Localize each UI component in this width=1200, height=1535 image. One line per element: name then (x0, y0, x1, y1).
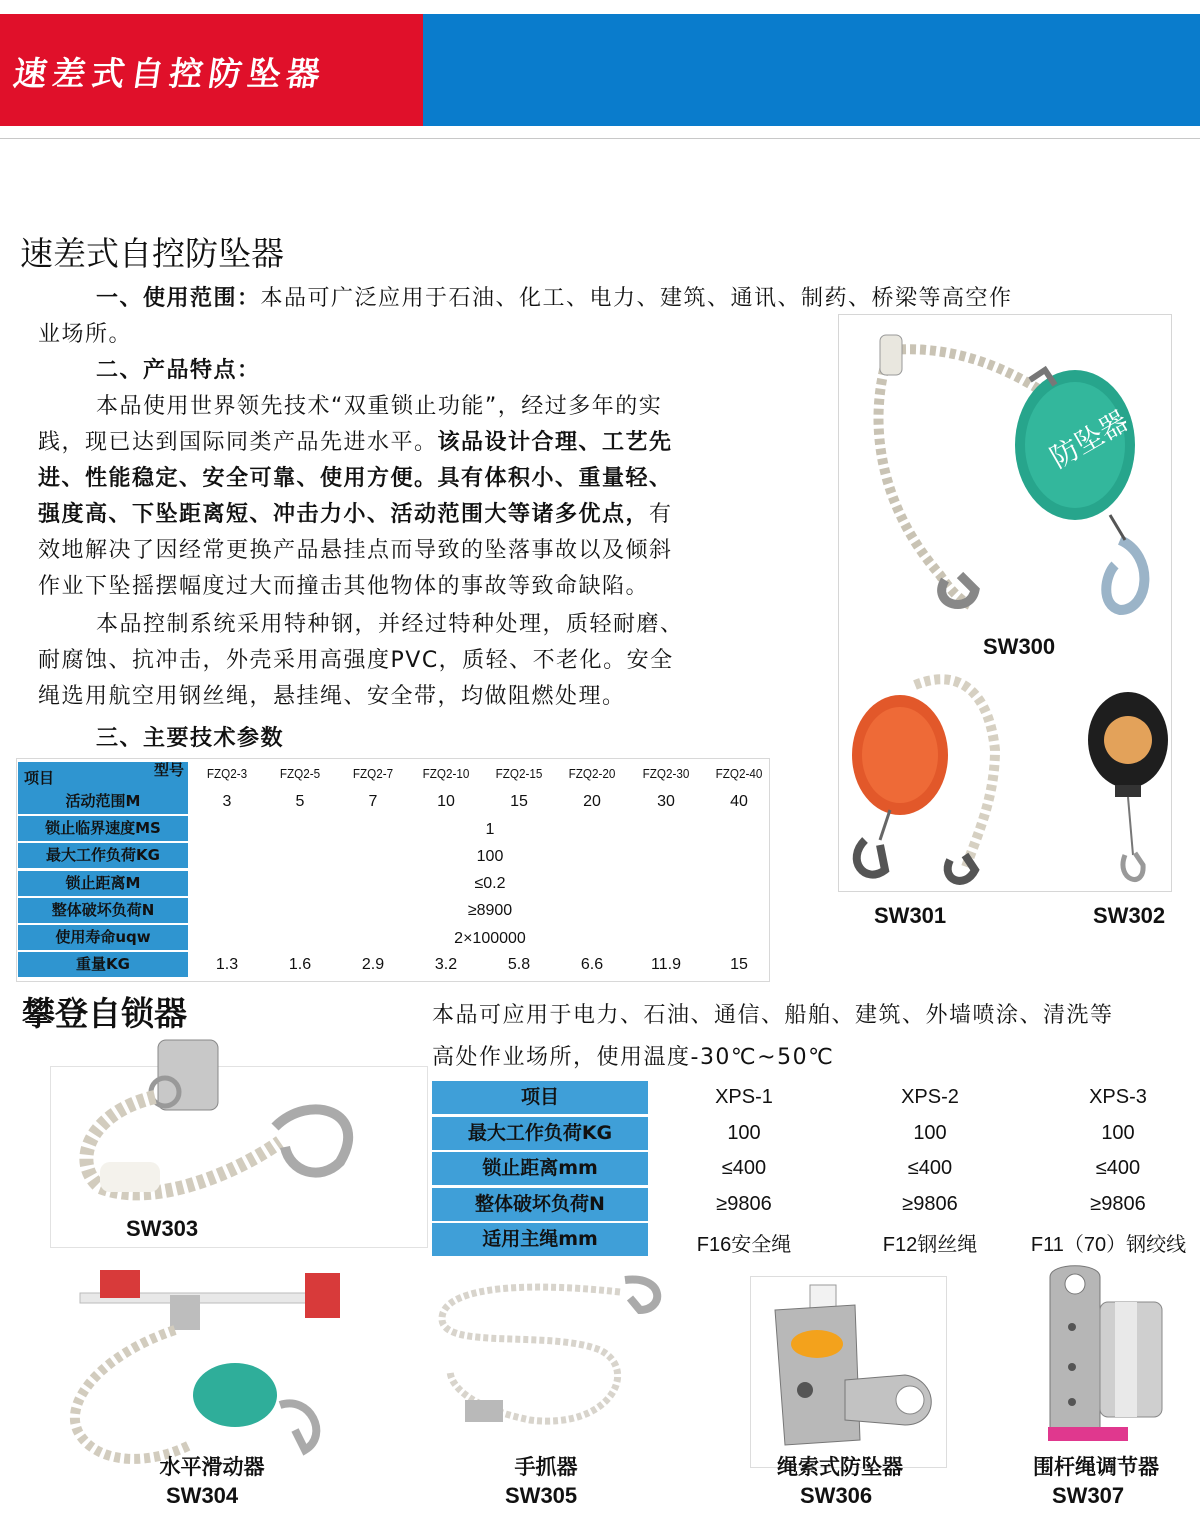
sw304-label: SW304 (166, 1483, 239, 1508)
table1-cell: 1.3 (215, 956, 239, 973)
paragraph-usage-line1 (96, 281, 1176, 318)
table1-row-label: 使用寿命uqw (18, 925, 188, 950)
table1-cell: 40 (730, 793, 748, 810)
table1-row-label: 锁止临界速度MS (18, 816, 188, 841)
table2-row-label: 整体破坏负荷N (432, 1188, 648, 1221)
table2-cell: ≤400 (721, 1157, 767, 1179)
table1-row-label: 重量KG (18, 952, 188, 977)
sw305-image (430, 1270, 670, 1450)
table1-row-label: 整体破坏负荷N (18, 898, 188, 923)
table1-cell: 5.8 (507, 956, 531, 973)
table2-cell: 100 (913, 1122, 947, 1144)
table1-model-header: FZQ2-20 (568, 766, 616, 781)
paragraph-usage-line2: 业场所。 (38, 322, 133, 347)
sw301-label: SW301 (874, 903, 947, 928)
table1-span-value: 100 (476, 848, 504, 865)
header-divider (0, 138, 1200, 139)
sw307-name: 围杆绳调节器 (1033, 1455, 1159, 1479)
table2-cell: F12钢丝绳 (882, 1234, 978, 1256)
sw305-name: 手抓器 (514, 1455, 578, 1479)
header-title: 速差式自控防坠器 (10, 54, 329, 93)
table1-corner-model: 型号 (153, 761, 184, 779)
table1-cell: 3 (222, 793, 232, 810)
table2-row-label: 锁止距离mm (432, 1152, 648, 1185)
table1-model-header: FZQ2-30 (642, 766, 690, 781)
features-line2-b: 该品设计合理、工艺先 (437, 430, 673, 455)
table1-corner-item: 项目 (24, 769, 55, 787)
table1-cell: 11.9 (651, 956, 681, 973)
table1-model-header: FZQ2-40 (715, 766, 763, 781)
material-line3: 绳选用航空用钢丝绳，悬挂绳、安全带，均做阻燃处理。 (38, 684, 626, 709)
sw303-image (70, 1032, 370, 1207)
table1-cell: 30 (657, 793, 675, 810)
table2-cell: ≥9806 (1090, 1193, 1146, 1215)
params-label: 三、主要技术参数 (96, 726, 285, 751)
table2-head-label: 项目 (432, 1081, 648, 1114)
table1-row-label: 活动范围M (18, 789, 188, 814)
table2-model-header: XPS-3 (1089, 1086, 1147, 1108)
table1-cell: 6.6 (580, 956, 604, 973)
sw306-name: 绳索式防坠器 (777, 1455, 903, 1479)
table1-cell: 15 (510, 793, 528, 810)
table2-cell: ≤400 (1095, 1157, 1141, 1179)
features-line2-a: 践，现已达到国际同类产品先进水平。 (38, 430, 438, 455)
sw307-image (1040, 1262, 1170, 1447)
table1-cell: 10 (437, 793, 455, 810)
material-line1: 本品控制系统采用特种钢，并经过特种处理，质轻耐磨、 (96, 612, 684, 637)
table1-cell: 2.9 (361, 956, 385, 973)
table2-cell: F11（70）钢绞线 (1030, 1234, 1187, 1256)
sw300-image (850, 325, 1160, 625)
table1-model-header: FZQ2-5 (279, 766, 321, 781)
table1-cell: 7 (368, 793, 378, 810)
table1-span-value: 2×100000 (454, 930, 526, 947)
climbing-desc-line1: 本品可应用于电力、石油、通信、船舶、建筑、外墙喷涂、清洗等 (432, 1003, 1114, 1028)
table1-cell: 1.6 (288, 956, 312, 973)
table2-cell: ≥9806 (716, 1193, 772, 1215)
features-line3: 进、性能稳定、安全可靠、使用方便。具有体积小、重量轻、 (38, 466, 673, 491)
section-title-climbing-lock: 攀登自锁器 (22, 994, 187, 1033)
table1-span-value: 1 (485, 821, 495, 838)
table2-cell: ≤400 (907, 1157, 953, 1179)
features-line1: 本品使用世界领先技术“双重锁止功能”，经过多年的实 (96, 394, 663, 419)
table2-cell: 100 (1101, 1122, 1135, 1144)
table2-row-label: 最大工作负荷KG (432, 1117, 648, 1150)
table2-cell: ≥9806 (902, 1193, 958, 1215)
table1-model-header: FZQ2-15 (495, 766, 543, 781)
table2-cell: 100 (727, 1122, 761, 1144)
table1-span-value: ≤0.2 (474, 875, 506, 892)
material-line2: 耐腐蚀、抗冲击，外壳采用高强度PVC，质轻、不老化。安全 (38, 648, 674, 673)
table1-cell: 20 (583, 793, 601, 810)
table1-cell: 5 (295, 793, 305, 810)
table1-model-header: FZQ2-3 (206, 766, 248, 781)
table2-cell: F16安全绳 (696, 1234, 792, 1256)
usage-text: 本品可广泛应用于石油、化工、电力、建筑、通讯、制药、桥梁等高空作 (260, 286, 1013, 311)
features-line6: 作业下坠摇摆幅度过大而撞击其他物体的事故等致命缺陷。 (38, 574, 650, 599)
sw301-image (845, 660, 1015, 890)
sw300-label: SW300 (983, 634, 1056, 659)
table1-cell: 15 (730, 956, 748, 973)
sw307-label: SW307 (1052, 1483, 1125, 1508)
usage-label: 一、使用范围： (96, 286, 261, 311)
table1-corner (18, 762, 188, 792)
sw305-label: SW305 (505, 1483, 578, 1508)
features-line4-b: 有 (649, 502, 673, 527)
table1-span-value: ≥8900 (467, 902, 513, 919)
features-label: 二、产品特点： (96, 358, 261, 383)
table2-model-header: XPS-2 (901, 1086, 959, 1108)
svg-text:防坠器: 防坠器 (1044, 404, 1134, 475)
sw303-label: SW303 (126, 1216, 199, 1241)
table1-model-header: FZQ2-10 (422, 766, 470, 781)
table1-row-label: 锁止距离M (18, 871, 188, 896)
section-title-fall-arrester: 速差式自控防坠器 (20, 234, 284, 273)
sw304-name: 水平滑动器 (159, 1455, 265, 1479)
table1-model-header: FZQ2-7 (352, 766, 394, 781)
table1-cell: 3.2 (434, 956, 458, 973)
climbing-desc-line2: 高处作业场所，使用温度-30℃~50℃ (432, 1045, 835, 1070)
sw302-label: SW302 (1093, 903, 1166, 928)
sw306-image (765, 1280, 955, 1460)
features-line2 (38, 425, 673, 462)
header-blue-block (423, 14, 1200, 126)
features-line5: 效地解决了因经常更换产品悬挂点而导致的坠落事故以及倾斜 (38, 538, 673, 563)
table1-row-label: 最大工作负荷KG (18, 843, 188, 868)
sw306-label: SW306 (800, 1483, 873, 1508)
table2-model-header: XPS-1 (715, 1086, 773, 1108)
features-line4-a: 强度高、下坠距离短、冲击力小、活动范围大等诸多优点， (38, 502, 650, 527)
table2-row-label: 适用主绳mm (432, 1223, 648, 1256)
sw302-image (1085, 685, 1175, 895)
features-line4 (38, 497, 673, 534)
